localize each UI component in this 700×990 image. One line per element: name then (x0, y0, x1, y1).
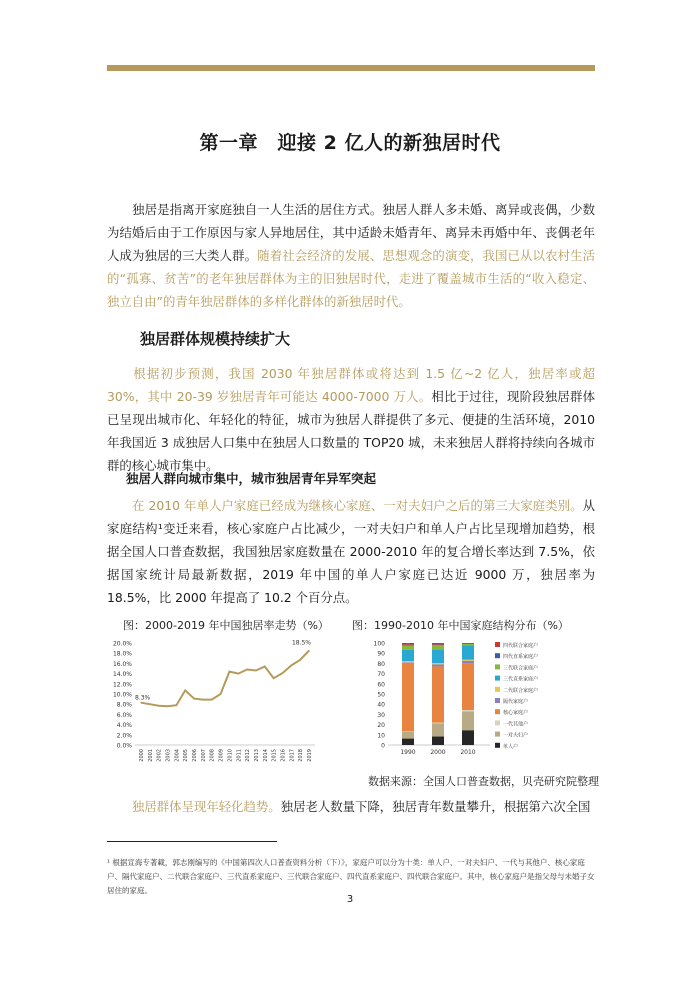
y-tick-label: 14.0% (112, 671, 132, 679)
bar-segment (402, 732, 414, 739)
bar-segment (402, 731, 414, 732)
y-tick-label: 0 (381, 742, 385, 750)
bar-segment (402, 661, 414, 662)
data-label-end: 18.5% (291, 639, 311, 647)
bar-segment (432, 723, 444, 724)
bar-segment (432, 723, 444, 736)
y-tick-label: 4.0% (116, 722, 132, 730)
x-tick-label: 2017 (289, 749, 296, 762)
legend-label: 一对夫妇户 (503, 732, 529, 739)
legend-label: 核心家庭户 (503, 710, 529, 717)
legend-label: 四代直系家庭户 (503, 654, 539, 661)
footnote: ¹ 根据宣海专著載，郭志刚编写的《中国第四次人口普查资料分析（下）》，家庭户可以分为十类：单人户、一对夫妇户、一代与其他户、核心家庭户、隔代家庭户、二代联合家庭户、三代直系家庭户、三代联合家庭户、四代直系家庭户、四代联合家庭户。其中，核心家庭户是指父母与未婚子女居住的家庭。 (107, 858, 595, 895)
figure2-caption: 图：1990-2010 年中国家庭结构分布（%） (352, 619, 569, 632)
data-point (149, 704, 150, 705)
household-text: 从家庭结构¹变迁来看，核心家庭户占比减少，一对夫妇户和单人户占比呈现增加趋势，根据全国人口普查数据，我国独居家庭数量在 2000-2010 年的复合增长率达到 7.5%，依据国家统计局最新数据，2019 年中国的单人户家庭已达近 9000 万，独居率为 18.5%，比 2000 年提高了 10.2 个百分点。 (107, 498, 595, 605)
bar-segment (462, 730, 474, 745)
data-point (193, 698, 194, 699)
bar-segment (432, 664, 444, 666)
header-rule (107, 65, 595, 71)
legend-label: 单人户 (503, 743, 519, 750)
x-tick-label: 2015 (271, 749, 278, 762)
y-tick-label: 18.0% (112, 650, 132, 658)
projection-highlight: 根据初步预测，我国 2030 年独居群体或将达到 1.5 亿~2 亿人，独居率或超 30%，其中 20-39 岁独居青年可能达 4000-7000 万人。 (107, 366, 595, 404)
youth-trend-text: 独居老人数量下降，独居青年数量攀升，根据第六次全国 (280, 799, 591, 814)
legend-swatch (495, 732, 500, 737)
legend-swatch (495, 698, 500, 703)
bar-segment (402, 662, 414, 663)
bar-segment (402, 663, 414, 732)
intro-paragraph (107, 198, 595, 313)
chapter-title: 第一章 迎接 2 亿人的新独居时代 (199, 132, 501, 154)
x-tick-label: 2010 (227, 749, 234, 762)
bar-segment (402, 645, 414, 646)
legend-swatch (495, 743, 500, 748)
x-tick-label: 2019 (307, 749, 313, 762)
legend-label: 二代联合家庭户 (503, 687, 539, 694)
bar-segment (462, 661, 474, 663)
footnote-rule (107, 841, 277, 842)
data-point (264, 666, 265, 667)
bar-segment (432, 737, 444, 745)
bar-segment (462, 643, 474, 644)
y-tick-label: 6.0% (116, 711, 132, 719)
x-tick-label: 2014 (262, 749, 269, 762)
y-tick-label: 20.0% (112, 640, 132, 648)
x-tick-label: 2013 (253, 749, 260, 762)
data-point (273, 678, 274, 679)
household-highlight: 在 2010 年单人户家庭已经成为继核心家庭、一对夫妇户之后的第三大家庭类别。 (132, 498, 583, 513)
y-tick-label: 30 (377, 711, 385, 719)
youth-trend-paragraph (107, 795, 595, 818)
bar-segment (432, 666, 444, 722)
x-tick-label: 2008 (209, 749, 216, 762)
legend-swatch (495, 676, 500, 681)
x-tick-label: 2016 (280, 749, 287, 762)
x-tick-label: 2003 (165, 749, 172, 762)
legend-label: 一代其他户 (503, 721, 529, 728)
household-paragraph (107, 494, 595, 609)
data-point (300, 659, 301, 660)
bar-segment (432, 643, 444, 645)
y-tick-label: 8.0% (116, 701, 132, 709)
y-tick-label: 2.0% (116, 732, 132, 740)
legend-label: 四代联合家庭户 (503, 643, 539, 649)
data-source-note: 数据来源：全国人口普查数据，贝壳研究院整理 (368, 775, 599, 788)
data-point (255, 670, 256, 671)
bar-segment (402, 650, 414, 661)
x-tick-label: 2018 (298, 749, 305, 762)
section-title: 独居群体规模持续扩大 (140, 330, 291, 348)
bar-segment (432, 645, 444, 646)
y-tick-label: 0.0% (116, 742, 132, 750)
bar-segment (402, 643, 414, 645)
youth-trend-highlight: 独居群体呈现年轻化趋势。 (132, 799, 281, 814)
bar-segment (432, 649, 444, 663)
x-tick-label: 2002 (156, 749, 163, 762)
subsection-title: 独居人群向城市集中，城市独居青年异军突起 (126, 471, 377, 486)
y-tick-label: 10.0% (112, 691, 132, 699)
x-tick-label: 2005 (183, 749, 190, 762)
x-tick-label: 2009 (218, 749, 225, 762)
y-tick-label: 16.0% (112, 660, 132, 668)
bar-segment (462, 711, 474, 730)
bar-segment (462, 644, 474, 646)
bar-segment (432, 645, 444, 649)
bar-segment (462, 660, 474, 661)
x-tick-label: 2011 (236, 749, 243, 762)
intro-highlight: 随着社会经济的发展、思想观念的演变，我国已从以农村生活的“孤寡、贫苦”的老年独居群体为主的旧独居时代，走进了覆盖城市生活的“收入稳定、独立自由”的青年独居群体的多样化群体的新独居时代。 (107, 248, 596, 309)
figure1-caption: 图：2000-2019 年中国独居率走势（%） (123, 619, 329, 632)
bar-segment (462, 645, 474, 659)
data-point (220, 693, 221, 694)
projection-text: 相比于过往，现阶段独居群体已呈现出城市化、年轻化的特征，城市为独居人群提供了多元、便捷的生活环境，2010 年我国近 3 成独居人口集中在独居人口数量的 TOP20 城，未来独居人群将持续向各城市群的核心城市集中。 (107, 389, 595, 473)
page-number: 3 (346, 894, 354, 905)
x-tick-label: 2007 (200, 749, 207, 762)
intro-text: 独居是指离开家庭独自一人生活的居住方式。独居人群人多未婚、离异或丧偶，少数为结婚后由于工作原因与家人异地居住，其中适龄未婚青年、离异未再婚中年、丧偶老年人成为独居的三大类人群。 (107, 202, 595, 263)
x-tick-label: 2010 (460, 749, 476, 756)
y-tick-label: 100 (373, 640, 385, 648)
data-point (282, 672, 283, 673)
data-point (158, 705, 159, 706)
data-point (176, 705, 177, 706)
y-tick-label: 70 (377, 671, 385, 679)
data-point (202, 699, 203, 700)
legend-swatch (495, 664, 500, 669)
bar-segment (402, 739, 414, 745)
x-tick-label: 1990 (400, 749, 416, 756)
legend-label: 隔代家庭户 (503, 699, 529, 705)
rate-series-line (141, 651, 309, 707)
data-point (291, 665, 292, 666)
legend-label: 三代联合家庭户 (503, 665, 539, 672)
data-point (247, 669, 248, 670)
bar-segment (462, 710, 474, 711)
data-point (308, 650, 309, 651)
legend-swatch (495, 653, 500, 658)
bar-segment (462, 663, 474, 710)
living-alone-rate-chart (105, 635, 325, 775)
y-tick-label: 20 (377, 722, 385, 730)
data-point (185, 690, 186, 691)
legend-swatch (495, 709, 500, 714)
y-tick-label: 90 (377, 650, 385, 658)
household-structure-legend (495, 640, 585, 765)
y-tick-label: 60 (377, 681, 385, 689)
projection-paragraph (107, 362, 595, 477)
legend-label: 三代直系家庭户 (503, 676, 539, 683)
x-tick-label: 2006 (192, 749, 199, 762)
x-tick-label: 2000 (139, 749, 145, 762)
y-tick-label: 40 (377, 701, 385, 709)
y-tick-label: 50 (377, 691, 385, 699)
legend-swatch (495, 642, 500, 647)
x-tick-label: 2004 (174, 749, 181, 762)
data-point (229, 671, 230, 672)
bar-segment (402, 645, 414, 649)
data-point (238, 673, 239, 674)
data-point (167, 706, 168, 707)
y-tick-label: 80 (377, 660, 385, 668)
y-tick-label: 10 (377, 732, 385, 740)
y-tick-label: 12.0% (112, 681, 132, 689)
x-tick-label: 2012 (245, 749, 252, 762)
data-point (211, 699, 212, 700)
legend-swatch (495, 720, 500, 725)
bar-segment (432, 663, 444, 664)
legend-swatch (495, 687, 500, 692)
data-point (140, 702, 141, 703)
x-tick-label: 2001 (147, 749, 154, 762)
x-tick-label: 2000 (430, 749, 446, 756)
data-label-start: 8.3% (135, 694, 151, 702)
